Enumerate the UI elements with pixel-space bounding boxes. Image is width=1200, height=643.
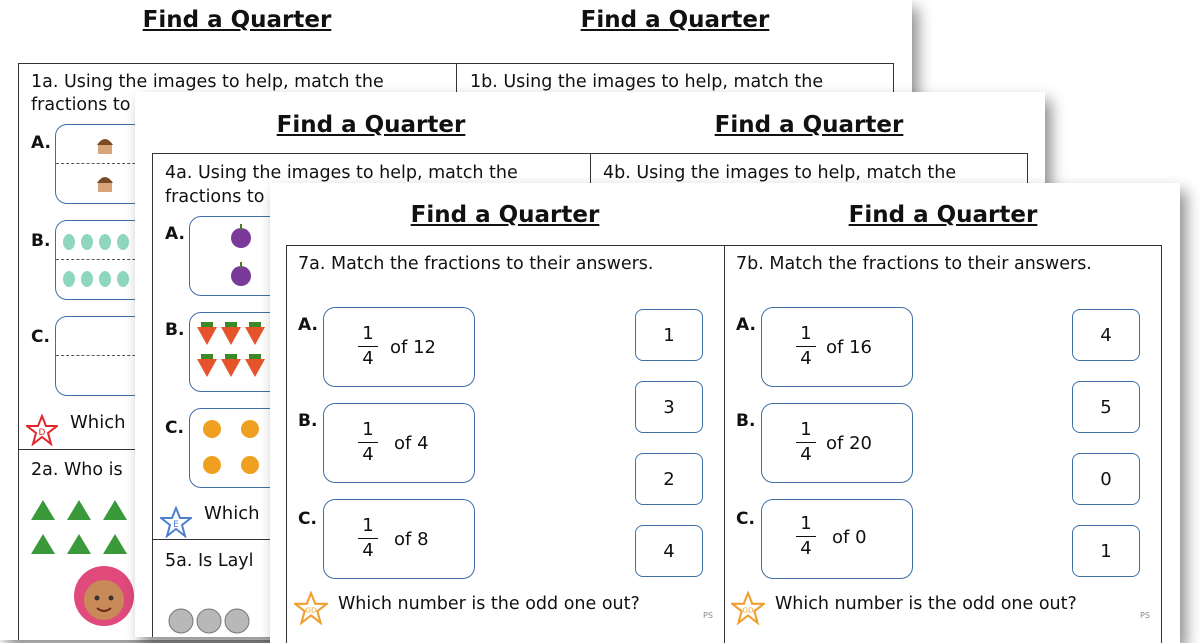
- apple-icon: [228, 223, 254, 249]
- fraction: [796, 324, 816, 369]
- question-1a-line2: fractions to: [31, 95, 131, 115]
- fraction-numerator: 1: [800, 419, 812, 440]
- option-c-label: C.: [165, 418, 184, 438]
- fraction-numerator: 1: [800, 513, 812, 534]
- fraction-denominator: 4: [362, 444, 374, 465]
- star-label: D: [38, 428, 46, 438]
- fraction-numerator: 1: [362, 419, 374, 440]
- fraction-numerator: 1: [800, 323, 812, 344]
- star-label: GD: [305, 605, 317, 615]
- option-c-label: C.: [31, 327, 50, 347]
- of-quantity: of 4: [394, 433, 429, 454]
- fraction: [796, 420, 816, 465]
- egg-icon: [61, 232, 137, 252]
- option-c-label: C.: [736, 509, 755, 529]
- question-7b: 7b. Match the fractions to their answers.: [736, 254, 1092, 274]
- fraction-card-c[interactable]: [323, 499, 475, 579]
- worksheet-front: [270, 183, 1180, 643]
- triangle-icon: [29, 498, 139, 568]
- option-a-label: A.: [298, 315, 318, 335]
- answer-box[interactable]: 5: [1072, 381, 1140, 433]
- fraction: [796, 514, 816, 559]
- question-1b: 1b. Using the images to help, match the: [470, 72, 824, 92]
- fraction-denominator: 4: [362, 540, 374, 561]
- answer-box[interactable]: 0: [1072, 453, 1140, 505]
- of-quantity: of 16: [826, 337, 872, 358]
- sheet-title-left: Find a Quarter: [142, 7, 332, 33]
- fraction-card-a[interactable]: [323, 307, 475, 387]
- question-1a: 1a. Using the images to help, match the: [31, 72, 384, 92]
- option-c-label: C.: [298, 509, 317, 529]
- fraction: [358, 420, 378, 465]
- fraction-card-c[interactable]: [761, 499, 913, 579]
- fraction: [358, 516, 378, 561]
- fraction: [358, 324, 378, 369]
- answer-box[interactable]: 4: [635, 525, 703, 577]
- question-4a-line2: fractions to: [165, 187, 265, 207]
- option-b-label: B.: [298, 411, 318, 431]
- star-label: GD: [742, 605, 754, 615]
- of-quantity: of 20: [826, 433, 872, 454]
- question-2a: 2a. Who is: [31, 460, 123, 480]
- star-icon: [731, 591, 765, 625]
- footer-code: PS: [1140, 611, 1150, 620]
- of-quantity: of 12: [390, 337, 436, 358]
- question-5a: 5a. Is Layl: [165, 551, 254, 571]
- fraction-card-b[interactable]: [761, 403, 913, 483]
- sheet-title-left: Find a Quarter: [410, 202, 600, 228]
- fraction-denominator: 4: [800, 444, 812, 465]
- question-4b: 4b. Using the images to help, match the: [603, 163, 957, 183]
- fraction-card-a[interactable]: [761, 307, 913, 387]
- which-prompt: Which: [70, 412, 126, 433]
- star-icon: [26, 414, 58, 446]
- star-icon: [160, 506, 192, 538]
- muffin-icon: [93, 171, 117, 195]
- answer-box[interactable]: 1: [1072, 525, 1140, 577]
- answer-box[interactable]: 3: [635, 381, 703, 433]
- odd-one-out-prompt: Which number is the odd one out?: [338, 594, 640, 614]
- muffin-icon: [93, 133, 117, 157]
- of-quantity: of 8: [394, 529, 429, 550]
- option-b-label: B.: [736, 411, 756, 431]
- fraction-numerator: 1: [362, 323, 374, 344]
- star-icon: [294, 591, 328, 625]
- sheet-title-right: Find a Quarter: [580, 7, 770, 33]
- fraction-denominator: 4: [800, 348, 812, 369]
- orange-icon: [200, 415, 264, 479]
- sheet-title-left: Find a Quarter: [276, 112, 466, 138]
- option-a-label: A.: [31, 133, 51, 153]
- fraction-denominator: 4: [800, 538, 812, 559]
- option-a-label: A.: [165, 224, 185, 244]
- egg-icon: [61, 269, 137, 289]
- sheet-title-right: Find a Quarter: [714, 112, 904, 138]
- question-7a: 7a. Match the fractions to their answers.: [298, 254, 654, 274]
- apple-icon: [228, 261, 254, 287]
- strawberry-icon: [195, 317, 275, 387]
- option-a-label: A.: [736, 315, 756, 335]
- footer-code: PS: [703, 611, 713, 620]
- star-label: E: [173, 520, 179, 530]
- option-b-label: B.: [165, 320, 185, 340]
- child-avatar-icon: [72, 562, 136, 626]
- which-prompt: Which: [204, 503, 260, 524]
- option-b-label: B.: [31, 231, 51, 251]
- coin-icon: [167, 606, 277, 636]
- fraction-denominator: 4: [362, 348, 374, 369]
- of-quantity: of 0: [832, 527, 867, 548]
- answer-box[interactable]: 2: [635, 453, 703, 505]
- fraction-card-b[interactable]: [323, 403, 475, 483]
- answer-box[interactable]: 4: [1072, 309, 1140, 361]
- sheet-title-right: Find a Quarter: [848, 202, 1038, 228]
- answer-box[interactable]: 1: [635, 309, 703, 361]
- question-4a: 4a. Using the images to help, match the: [165, 163, 518, 183]
- odd-one-out-prompt: Which number is the odd one out?: [775, 594, 1077, 614]
- fraction-numerator: 1: [362, 515, 374, 536]
